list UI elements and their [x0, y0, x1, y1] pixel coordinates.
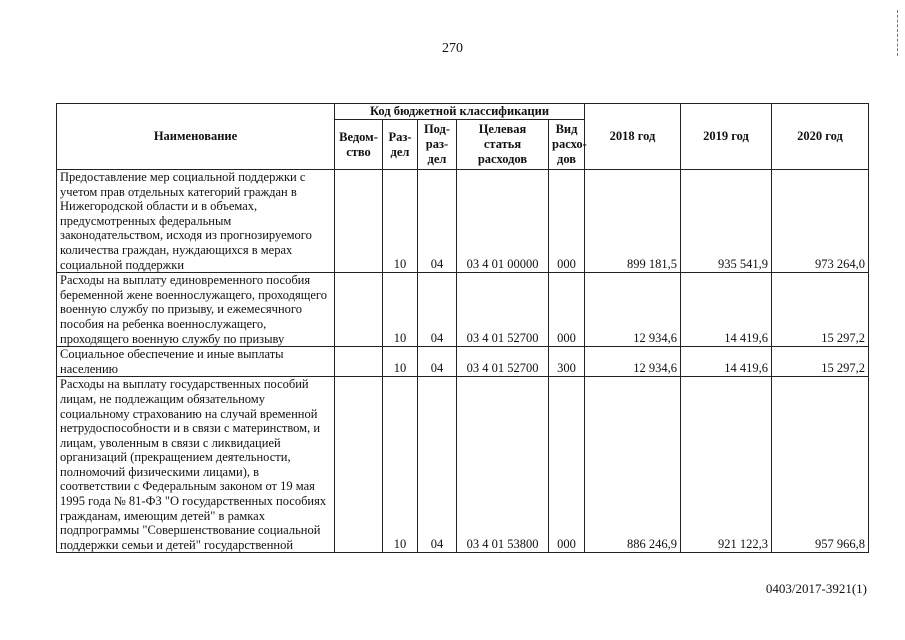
row-vid: 000	[549, 377, 585, 553]
header-target: Целевая статья расходов	[457, 120, 549, 170]
row-razdel: 10	[383, 273, 418, 347]
table-row	[57, 377, 869, 553]
header-vedomstvo: Ведом-ство	[335, 120, 383, 170]
header-razdel: Раз-дел	[383, 120, 418, 170]
table-row	[57, 347, 869, 377]
row-razdel: 10	[383, 347, 418, 377]
row-2020: 973 264,0	[772, 170, 869, 273]
row-2018: 12 934,6	[585, 347, 681, 377]
page-number: 270	[442, 41, 463, 56]
header-podrazdel: Под-раз-дел	[418, 120, 457, 170]
row-razdel: 10	[383, 170, 418, 273]
row-2020: 15 297,2	[772, 273, 869, 347]
row-vid: 300	[549, 347, 585, 377]
row-vedomstvo	[335, 170, 383, 273]
row-podrazdel: 04	[418, 377, 457, 553]
scan-edge-mark	[897, 10, 899, 56]
row-podrazdel: 04	[418, 273, 457, 347]
row-vid: 000	[549, 273, 585, 347]
row-podrazdel: 04	[418, 347, 457, 377]
header-name: Наименование	[57, 104, 335, 170]
document-code: 0403/2017-3921(1)	[765, 581, 867, 596]
row-2018: 12 934,6	[585, 273, 681, 347]
row-name: Предоставление мер социальной поддержки с учетом прав отдельных категорий граждан в Нижегородской области и в объемах, предусмотренных федеральным законодательством, исходя из прогнозируемого количества граждан, нуждающихся в мерах социальной поддержки	[57, 170, 335, 273]
row-2019: 14 419,6	[681, 273, 772, 347]
budget-table	[56, 103, 869, 553]
header-2020: 2020 год	[772, 104, 869, 170]
row-vedomstvo	[335, 377, 383, 553]
header-2018: 2018 год	[585, 104, 681, 170]
table-row	[57, 273, 869, 347]
table-row	[57, 170, 869, 273]
row-2019: 921 122,3	[681, 377, 772, 553]
row-name: Социальное обеспечение и иные выплаты населению	[57, 347, 335, 377]
row-target: 03 4 01 52700	[457, 273, 549, 347]
row-2019: 14 419,6	[681, 347, 772, 377]
row-2018: 899 181,5	[585, 170, 681, 273]
row-2020: 957 966,8	[772, 377, 869, 553]
header-2019: 2019 год	[681, 104, 772, 170]
row-podrazdel: 04	[418, 170, 457, 273]
row-target: 03 4 01 53800	[457, 377, 549, 553]
row-2019: 935 541,9	[681, 170, 772, 273]
row-target: 03 4 01 52700	[457, 347, 549, 377]
row-2018: 886 246,9	[585, 377, 681, 553]
row-name: Расходы на выплату государственных пособий лицам, не подлежащим обязательному социальному страхованию на случай временной нетрудоспособности и в связи с материнством, и лицам, уволенным в связи с ликвидацией организаций (прекращением деятельности, полномочий физическими лицами), в соответствии с Федеральным законом от 19 мая 1995 года № 81-ФЗ "О государственных пособиях гражданам, имеющим детей" в рамках подпрограммы "Совершенствование социальной поддержки семьи и детей" государственной	[57, 377, 335, 553]
row-vedomstvo	[335, 273, 383, 347]
row-name: Расходы на выплату единовременного пособия беременной жене военнослужащего, проходящего военную службу по призыву, и ежемесячного пособия на ребенка военнослужащего, проходящего военную службу по призыву	[57, 273, 335, 347]
header-code-group: Код бюджетной классификации	[335, 104, 585, 120]
row-razdel: 10	[383, 377, 418, 553]
row-vedomstvo	[335, 347, 383, 377]
row-vid: 000	[549, 170, 585, 273]
header-vid: Вид расхо-дов	[549, 120, 585, 170]
row-target: 03 4 01 00000	[457, 170, 549, 273]
row-2020: 15 297,2	[772, 347, 869, 377]
